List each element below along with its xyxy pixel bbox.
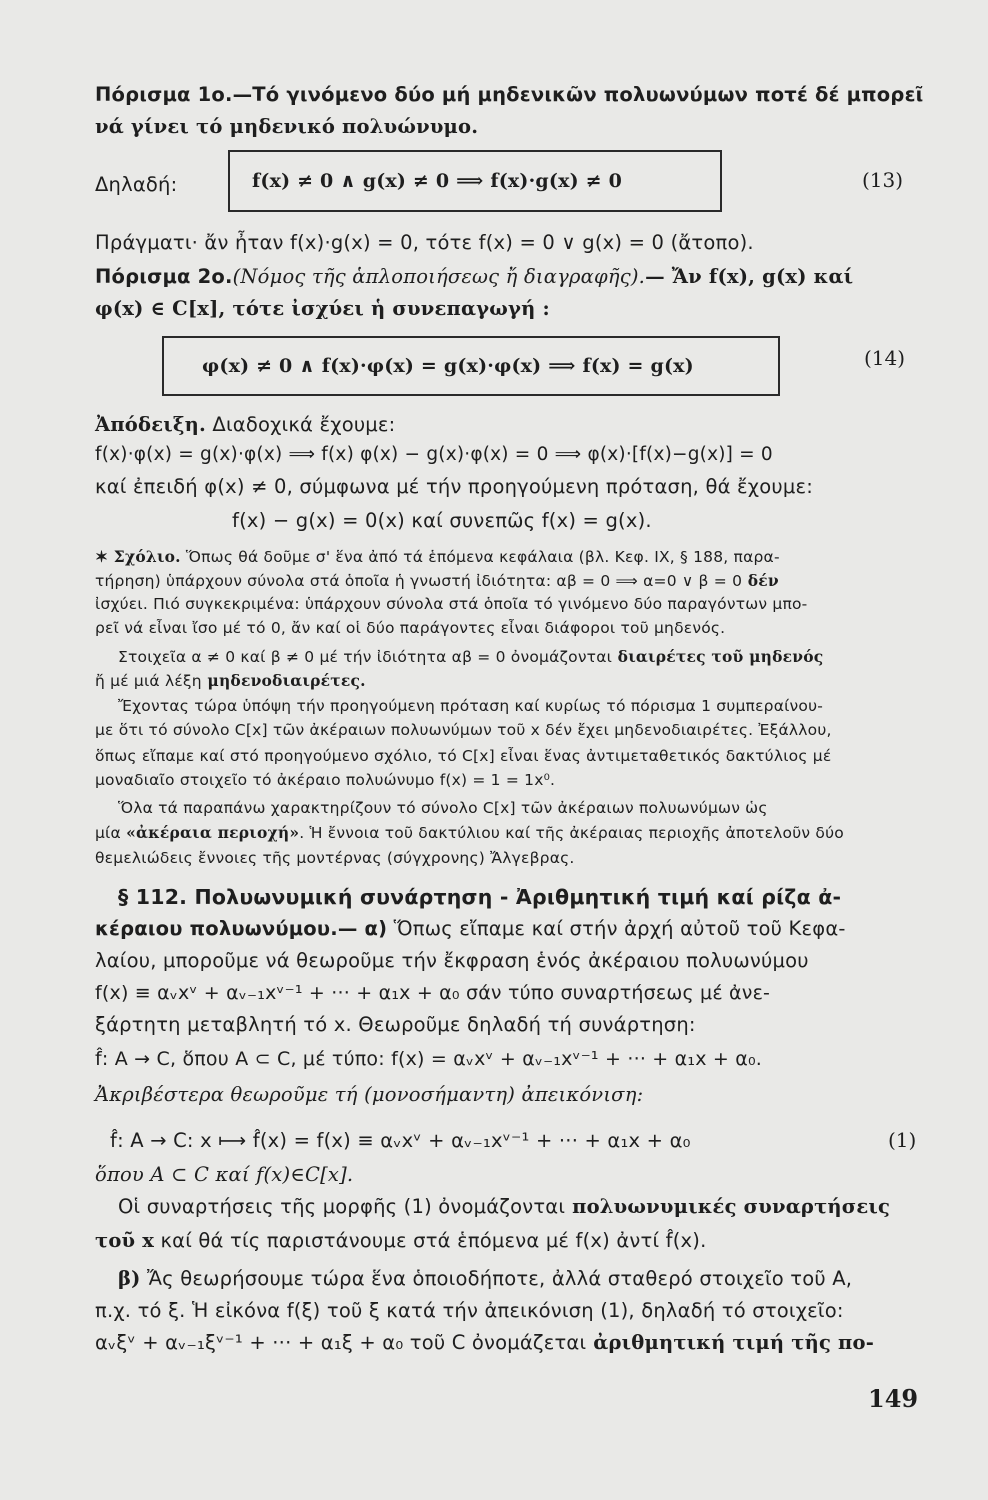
equation-number-1: (1) [888,1128,917,1152]
section-112-line-4: f(x) ≡ αᵥxᵛ + αᵥ₋₁xᵛ⁻¹ + ··· + α₁x + α₀ σάν τύπο συναρτήσεως μέ ἀνε- [95,982,771,1004]
comment-text-12a: μία [95,824,127,842]
mapping-1: f̂: A → C: x ⟼ f̂(x) = f(x) ≡ αᵥxᵛ + αᵥ₋₁xᵛ⁻¹ + ··· + α₁x + α₀ [110,1129,691,1152]
corollary-2-title: Πόρισμα 2ο. [95,265,233,288]
integral-domain-term: «ἀκέραια περιοχή» [126,823,300,842]
section-112-line-5: ξάρτητη μεταβλητή τό x. Θεωροῦμε δηλαδή τή συνάρτηση: [95,1013,696,1036]
page-number: 149 [868,1384,919,1413]
section-112-line-12 [118,1266,852,1292]
corollary-1-line-1: Πόρισμα 1ο.—Τό γινόμενο δύο μή μηδενικῶν πολυωνύμων ποτέ δέ μπορεῖ [95,83,924,106]
comment-text-2-bold: δέν [742,571,779,590]
corollary-2-line-2: φ(x) ∈ C[x], τότε ἰσχύει ἡ συνεπαγωγή : [95,297,550,320]
comment-text-6: ἤ μέ μιά λέξη [95,672,202,690]
comment-line-6 [95,670,366,692]
notation-text: καί θά τίς παριστάνουμε στά ἑπόμενα μέ f(x) ἀντί f̂(x). [154,1229,707,1252]
section-112-line-10 [118,1194,890,1220]
section-112-heading: § 112. Πολυωνυμική συνάρτηση - Ἀριθμητική τιμή καί ρίζα ἀ- [118,885,842,909]
polynomial-functions-term: πολυωνυμικές συναρτήσεις [565,1195,891,1218]
zero-divisors-term: διαιρέτες τοῦ μηδενός [612,647,824,666]
comment-line-8: με ὅτι τό σύνολο C[x] τῶν ἀκέραιων πολυωνύμων τοῦ x δέν ἔχει μηδενοδιαιρέτες. Ἐξάλλου, [95,721,832,739]
comment-text-12c: . Ἡ ἔννοια τοῦ δακτύλιου καί τῆς ἀκέραιας περιοχῆς ἀποτελοῦν δύο [299,824,844,842]
where-line: ὅπου A ⊂ C καί f(x)∈C[x]. [95,1163,354,1186]
item-beta-label: β) [118,1267,141,1290]
equation-number-14: (14) [864,346,906,370]
section-112-line-14 [95,1330,874,1356]
item-beta-text: Ἄς θεωρήσουμε τώρα ἕνα ὁποιοδήποτε, ἀλλά σταθερό στοιχεῖο τοῦ A, [140,1267,853,1290]
proof-conclusion: f(x) − g(x) = 0(x) καί συνεπῶς f(x) = g(x). [232,509,652,532]
section-112-text-2: Ὅπως εἴπαμε καί στήν ἀρχή αὐτοῦ τοῦ Κεφα- [387,917,846,940]
corollary-1-line-2: νά γίνει τό μηδενικό πολυώνυμο. [95,115,479,138]
comment-line-2 [95,570,779,592]
of-x-term: τοῦ x [95,1229,155,1252]
comment-line-10: μοναδιαῖο στοιχεῖο τό ἀκέραιο πολυώνυμο f(x) = 1 = 1x⁰. [95,771,556,789]
comment-line-3: ἰσχύει. Πιό συγκεκριμένα: ὑπάρχουν σύνολα στά ὁποῖα τό γινόμενο δύο παραγόντων μπο- [95,595,808,613]
comment-text-5: Στοιχεῖα α ≠ 0 καί β ≠ 0 μέ τήν ἰδιότητα αβ = 0 ὀνομάζονται [118,648,613,666]
namely-label: Δηλαδή: [95,173,178,196]
proof-heading [95,412,395,438]
section-112-line-13: π.χ. τό ξ. Ἡ εἰκόνα f(ξ) τοῦ ξ κατά τήν ἀπεικόνιση (1), δηλαδή τό στοιχεῖο: [95,1299,844,1322]
more-precisely-line: Ἀκριβέστερα θεωροῦμε τή (μονοσήμαντη) ἀπεικόνιση: [95,1083,644,1106]
comment-text-2: τήρηση) ὑπάρχουν σύνολα στά ὁποῖα ἡ γνωστή ἰδιότητα: αβ = 0 ⟹ α=0 ∨ β = 0 [95,572,743,590]
equation-number-13: (13) [862,168,904,192]
proof-indeed-line: Πράγματι· ἄν ἦταν f(x)·g(x) = 0, τότε f(x) = 0 ∨ g(x) = 0 (ἄτοπο). [95,231,754,254]
comment-line-1 [95,546,780,568]
comment-line-13: θεμελιώδεις ἔννοιες τῆς μοντέρνας (σύγχρονης) Ἄλγεβρας. [95,849,575,867]
section-112-line-2 [95,916,846,942]
proof-line-3: καί ἐπειδή φ(x) ≠ 0, σύμφωνα μέ τήν προηγούμενη πρόταση, θά ἔχουμε: [95,475,813,498]
value-expression: αᵥξᵛ + αᵥ₋₁ξᵛ⁻¹ + ··· + α₁ξ + α₀ τοῦ C ὀνομάζεται [95,1331,587,1354]
formula-14-box [162,336,780,396]
comment-line-4: ρεῖ νά εἶναι ἴσο μέ τό 0, ἄν καί οἱ δύο παράγοντες εἶναι διάφοροι τοῦ μηδενός. [95,619,726,637]
comment-line-9: ὅπως εἴπαμε καί στό προηγούμενο σχόλιο, τό C[x] εἶναι ἕνας ἀντιμεταθετικός δακτύλιος μέ [95,747,832,765]
corollary-2-subtitle: (Νόμος τῆς ἁπλοποιήσεως ἤ διαγραφῆς). [232,265,646,288]
corollary-2-heading [95,264,853,290]
comment-line-11: Ὅλα τά παραπάνω χαρακτηρίζουν τό σύνολο C[x] τῶν ἀκέραιων πολυωνύμων ὡς [118,799,768,817]
formula-14: φ(x) ≠ 0 ∧ f(x)·φ(x) = g(x)·φ(x) ⟹ f(x) = g(x) [202,355,694,377]
section-112-line-11 [95,1228,706,1254]
corollary-2-statement: — Ἄν f(x), g(x) καί [645,265,854,288]
formula-13-box [228,150,722,212]
comment-line-5 [118,646,823,668]
proof-equation-chain: f(x)·φ(x) = g(x)·φ(x) ⟹ f(x) φ(x) − g(x)·φ(x) = 0 ⟹ φ(x)·[f(x)−g(x)] = 0 [95,444,773,465]
comment-label: ✶ Σχόλιο. [95,547,181,566]
comment-line-12 [95,822,844,844]
arithmetic-value-term: ἀριθμητική τιμή τῆς πο- [586,1331,875,1354]
proof-label: Ἀπόδειξη. [95,413,207,436]
zero-divisors-word: μηδενοδιαιρέτες. [201,671,366,690]
proof-intro: Διαδοχικά ἔχουμε: [206,413,396,436]
comment-line-7: Ἔχοντας τώρα ὑπόψη τήν προηγούμενη πρόταση καί κυρίως τό πόρισμα 1 συμπεραίνου- [118,697,824,715]
comment-text-1: Ὅπως θά δοῦμε σ' ἕνα ἀπό τά ἑπόμενα κεφάλαια (βλ. Κεφ. IX, § 188, παρα- [180,548,780,566]
section-112-line-3: λαίου, μποροῦμε νά θεωροῦμε τήν ἔκφραση ἑνός ἀκέραιου πολυωνύμου [95,949,809,972]
section-112-heading-cont: κέραιου πολυωνύμου.— α) [95,917,388,940]
function-definition: f̂: A → C, ὅπου A ⊂ C, μέ τύπο: f(x) = αᵥxᵛ + αᵥ₋₁xᵛ⁻¹ + ··· + α₁x + α₀. [95,1048,763,1070]
formula-13: f(x) ≠ 0 ∧ g(x) ≠ 0 ⟹ f(x)·g(x) ≠ 0 [252,170,622,192]
polynomial-functions-text: Οἱ συναρτήσεις τῆς μορφῆς (1) ὀνομάζονται [118,1195,566,1218]
